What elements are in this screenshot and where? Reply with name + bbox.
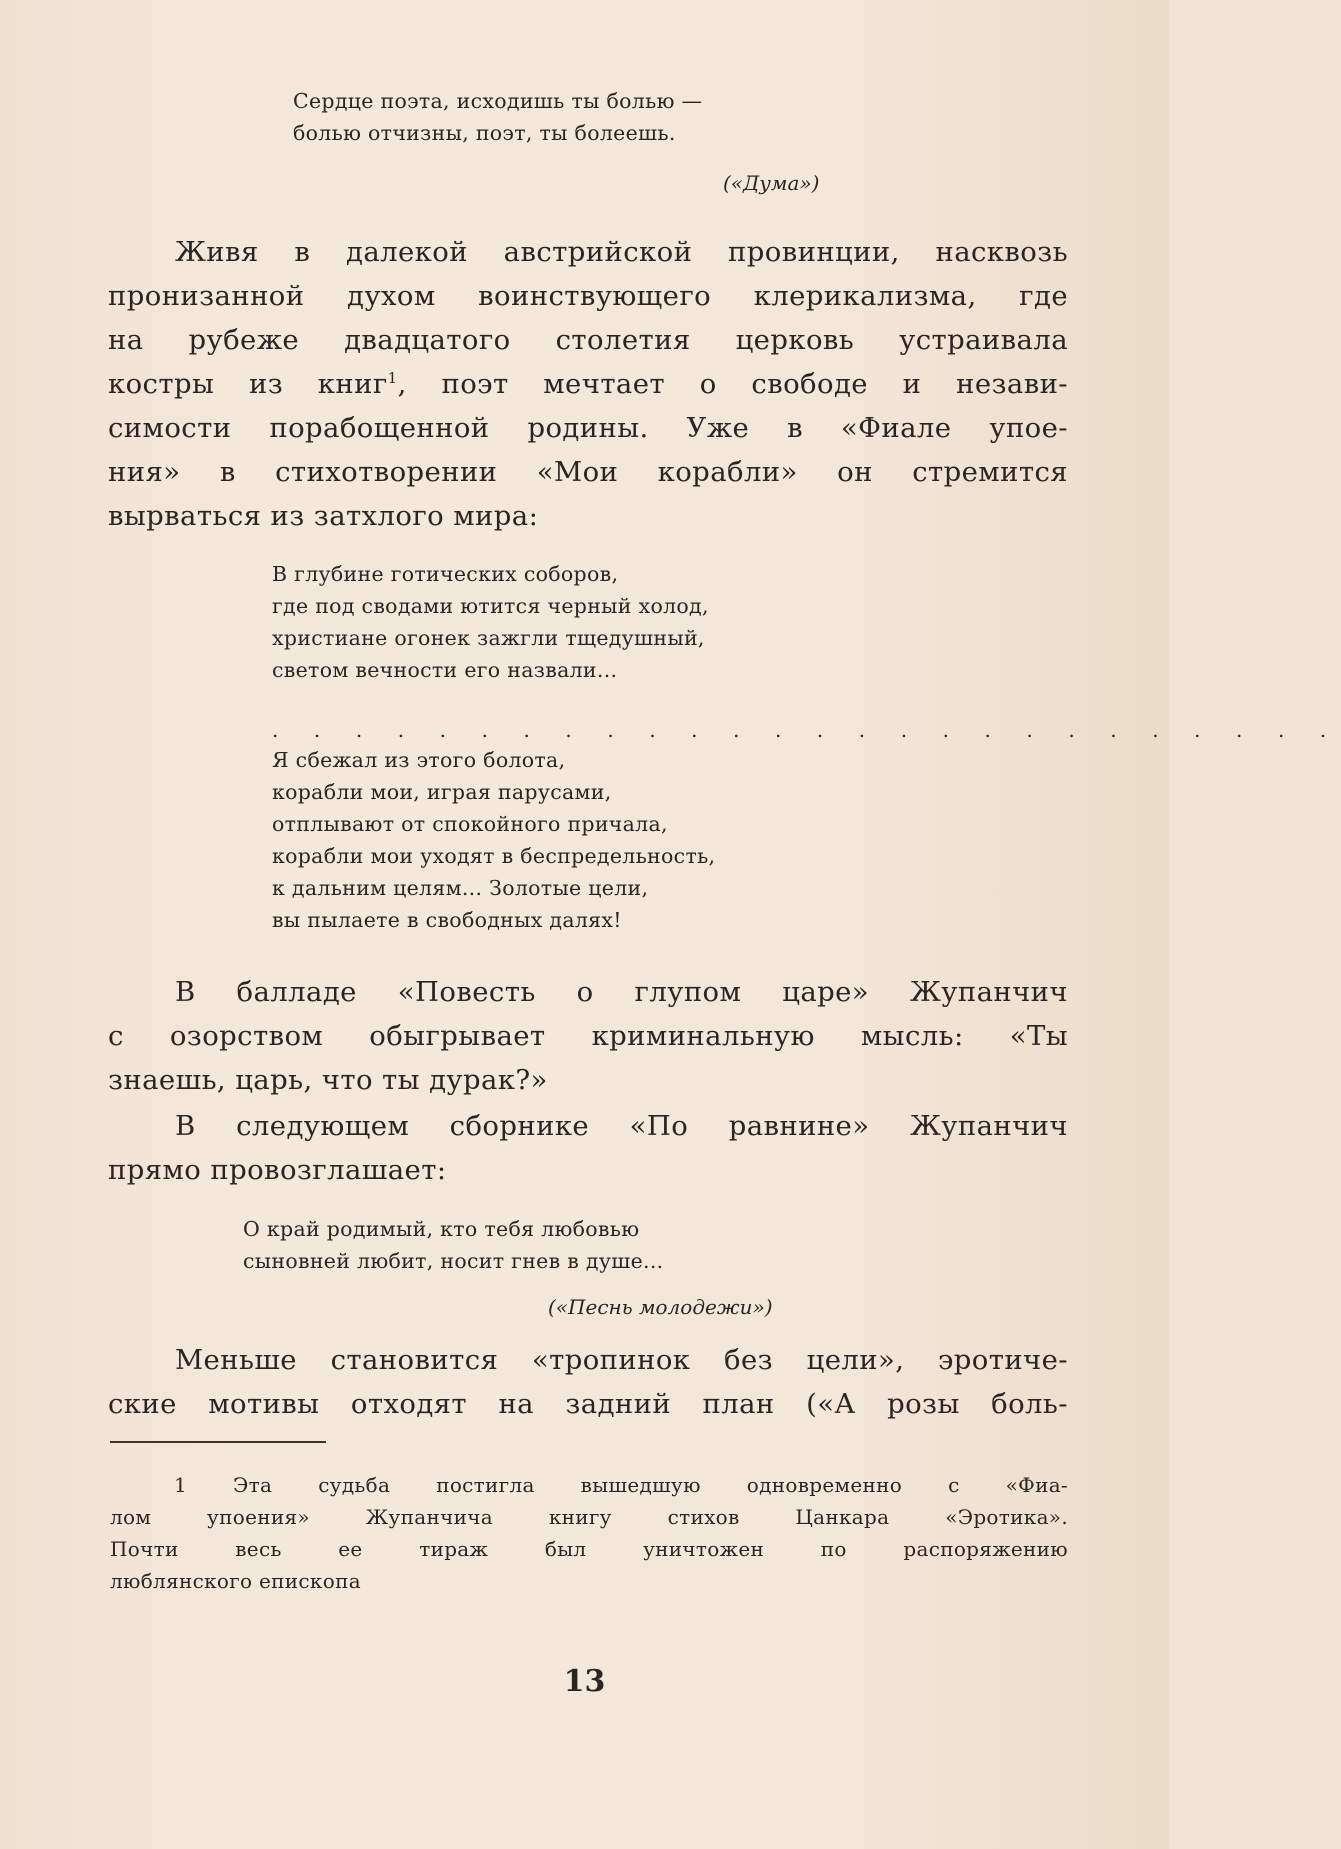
paragraph-line: прямо провозглашает: <box>108 1154 447 1186</box>
page-number: 13 <box>563 1664 606 1699</box>
footnote-reference[interactable]: 1 <box>387 368 398 387</box>
poem-line: О край родимый, кто тебя любовью <box>243 1217 640 1241</box>
epigraph-source: («Дума») <box>723 171 820 195</box>
poem-line: Я сбежал из этого болота, <box>272 748 566 772</box>
paragraph-3 <box>108 1104 1068 1192</box>
footnote-line: 1 Эта судьба постигла вышедшую одновременно с «Фиа- <box>174 1473 1068 1497</box>
paragraph-4 <box>108 1338 1068 1426</box>
paragraph-line <box>108 362 1068 406</box>
footnote-line: люблянского епископа <box>110 1569 361 1593</box>
paragraph-line: В следующем сборнике «По равнине» Жупанчич <box>175 1110 1068 1142</box>
poem-line: корабли мои, играя парусами, <box>272 780 612 804</box>
paragraph-line: вырваться из затхлого мира: <box>108 500 539 532</box>
footnote-line: лом упоения» Жупанчича книгу стихов Цанкара «Эротика». <box>110 1505 1068 1529</box>
footnote <box>110 1469 1068 1597</box>
poem-quote-source: («Песнь молодежи») <box>548 1295 773 1319</box>
poem-line: сыновней любит, носит гнев в душе... <box>243 1249 664 1273</box>
paragraph-line: В балладе «Повесть о глупом царе» Жупанчич <box>175 976 1068 1008</box>
poem-line: отплывают от спокойного причала, <box>272 812 668 836</box>
poem-line: к дальним целям... Золотые цели, <box>272 876 649 900</box>
poem-quote <box>243 1213 663 1277</box>
footnote-line: Почти весь ее тираж был уничтожен по распоряжению <box>110 1537 1068 1561</box>
paragraph-2 <box>108 970 1068 1102</box>
poem-line: светом вечности его назвали... <box>272 658 618 682</box>
poem-ellipsis: . . . . . . . . . . . . . . . . . . . . . . . . . . <box>272 718 1341 742</box>
paragraph-text: , поэт мечтает о свободе и незави- <box>397 368 1068 400</box>
epigraph-line: болью отчизны, поэт, ты болеешь. <box>293 121 676 145</box>
poem-line: корабли мои уходят в беспредельность, <box>272 844 716 868</box>
poem-stanza-2 <box>272 744 715 936</box>
poem-line: В глубине готических соборов, <box>272 562 619 586</box>
poem-line: христиане огонек зажгли тщедушный, <box>272 626 705 650</box>
epigraph <box>293 85 702 149</box>
poem-stanza-1 <box>272 558 709 686</box>
paragraph-text: костры из книг <box>108 368 388 400</box>
paragraph-line: симости порабощенной родины. Уже в «Фиале упое- <box>108 412 1068 444</box>
poem-line: где под сводами ютится черный холод, <box>272 594 709 618</box>
paragraph-line: Живя в далекой австрийской провинции, насквозь <box>175 236 1068 268</box>
paragraph-line: на рубеже двадцатого столетия церковь устраивала <box>108 324 1068 356</box>
paragraph-line: ские мотивы отходят на задний план («А розы боль- <box>108 1388 1068 1420</box>
paragraph-line: ния» в стихотворении «Мои корабли» он стремится <box>108 456 1068 488</box>
paragraph-line: знаешь, царь, что ты дурак?» <box>108 1064 548 1096</box>
paragraph-line: пронизанной духом воинствующего клерикализма, где <box>108 280 1068 312</box>
epigraph-line: Сердце поэта, исходишь ты болью — <box>293 89 703 113</box>
paragraph-line: Меньше становится «тропинок без цели», эротиче- <box>175 1344 1068 1376</box>
poem-line: вы пылаете в свободных далях! <box>272 908 622 932</box>
footnote-divider <box>110 1441 326 1443</box>
paragraph-line: с озорством обыгрывает криминальную мысль: «Ты <box>108 1020 1068 1052</box>
paragraph-1 <box>108 230 1068 538</box>
